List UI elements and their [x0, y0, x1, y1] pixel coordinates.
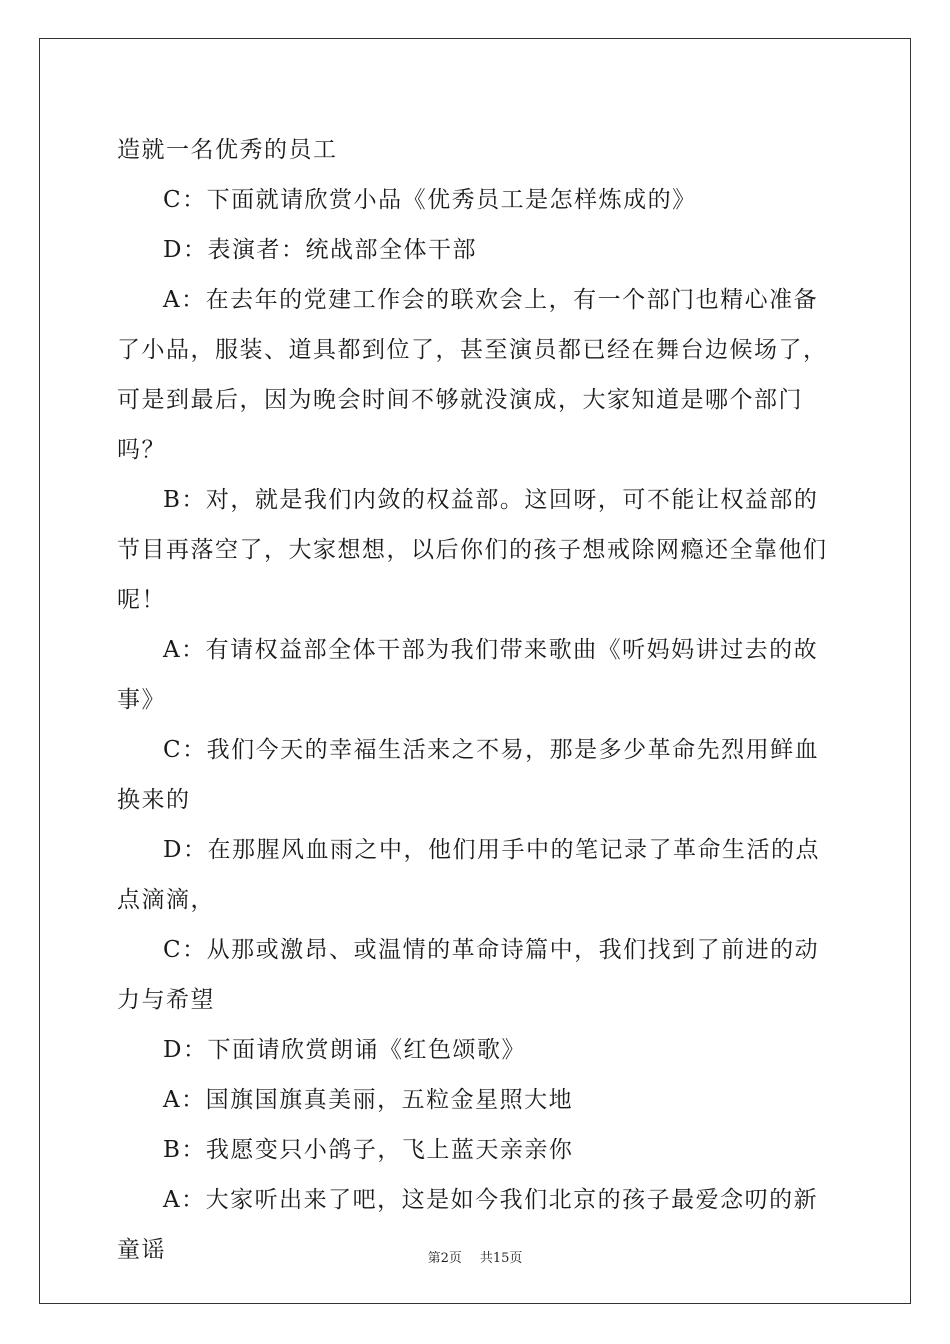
paragraph-2: C：下面就请欣赏小品《优秀员工是怎样炼成的》	[163, 187, 697, 213]
paragraph-9: C：从那或激昂、或温情的革命诗篇中，我们找到了前进的动力与希望	[117, 937, 820, 1013]
paragraph-1: 造就一名优秀的员工	[117, 137, 338, 163]
paragraph-8: D：在那腥风血雨之中，他们用手中的笔记录了革命生活的点点滴滴，	[117, 837, 820, 913]
document-body	[117, 125, 837, 1275]
paragraph-5: B：对，就是我们内敛的权益部。这回呀，可不能让权益部的节目再落空了，大家想想，以后你们的孩子想戒除网瘾还全靠他们呢！	[117, 487, 828, 613]
paragraph-6: A：有请权益部全体干部为我们带来歌曲《听妈妈讲过去的故事》	[117, 637, 819, 713]
page-footer	[0, 1247, 950, 1266]
paragraph-12: B：我愿变只小鸽子，飞上蓝天亲亲你	[163, 1137, 574, 1163]
paragraph-10: D：下面请欣赏朗诵《红色颂歌》	[163, 1037, 526, 1063]
paragraph-4: A：在去年的党建工作会的联欢会上，有一个部门也精心准备了小品，服装、道具都到位了，甚至演员都已经在舞台边候场了，可是到最后，因为晚会时间不够就没演成，大家知道是哪个部门吗？	[117, 287, 828, 463]
page-number: 第2页	[427, 1251, 462, 1266]
paragraph-13: A：大家听出来了吧，这是如今我们北京的孩子最爱念叨的新童谣	[117, 1187, 819, 1263]
paragraph-3: D：表演者：统战部全体干部	[163, 237, 477, 263]
paragraph-7: C：我们今天的幸福生活来之不易，那是多少革命先烈用鲜血换来的	[117, 737, 820, 813]
page-total: 共15页	[479, 1251, 523, 1266]
paragraph-11: A：国旗国旗真美丽，五粒金星照大地	[163, 1087, 574, 1113]
